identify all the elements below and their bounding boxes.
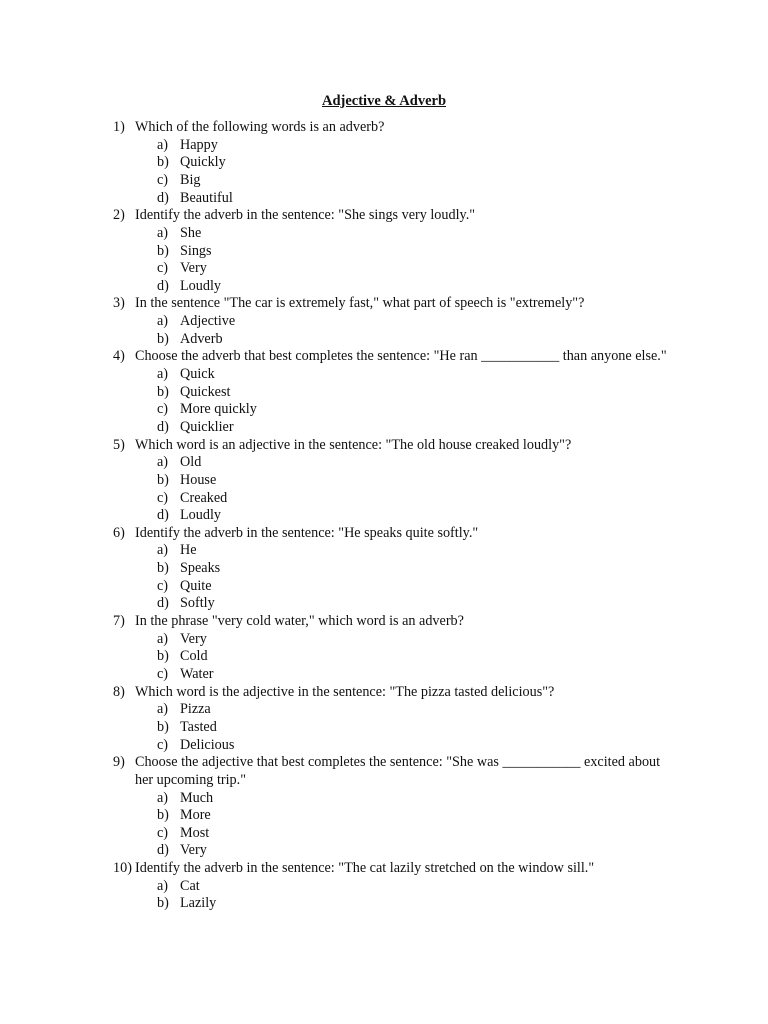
option-item bbox=[0, 666, 768, 684]
option-text: Quickest bbox=[180, 383, 231, 400]
option-letter: b) bbox=[157, 895, 169, 912]
option-item bbox=[0, 454, 768, 472]
question-text: Which word is the adjective in the sentence: "The pizza tasted delicious"? bbox=[135, 683, 555, 700]
option-item bbox=[0, 190, 768, 208]
question-number: 1) bbox=[113, 119, 125, 135]
question-number: 9) bbox=[113, 754, 125, 771]
question-text: In the phrase "very cold water," which word is an adverb? bbox=[135, 613, 464, 630]
question-line bbox=[0, 437, 768, 455]
question-2 bbox=[0, 207, 768, 295]
option-text: Very bbox=[180, 630, 207, 647]
option-item bbox=[0, 895, 768, 913]
option-item bbox=[0, 878, 768, 896]
option-text: Most bbox=[180, 824, 210, 841]
option-item bbox=[0, 560, 768, 578]
option-item bbox=[0, 542, 768, 560]
option-item bbox=[0, 790, 768, 808]
option-item bbox=[0, 825, 768, 843]
option-text: Much bbox=[180, 789, 214, 806]
question-line bbox=[0, 295, 768, 313]
option-text: More bbox=[180, 807, 211, 824]
option-letter: a) bbox=[157, 789, 169, 806]
question-8 bbox=[0, 684, 768, 755]
option-item bbox=[0, 313, 768, 331]
option-letter: a) bbox=[157, 454, 169, 471]
option-item bbox=[0, 384, 768, 402]
option-item bbox=[0, 648, 768, 666]
option-letter: b) bbox=[157, 242, 169, 259]
option-letter: a) bbox=[157, 542, 169, 559]
option-item bbox=[0, 172, 768, 190]
option-item bbox=[0, 631, 768, 649]
question-line bbox=[0, 207, 768, 225]
option-letter: a) bbox=[157, 877, 169, 894]
option-item bbox=[0, 278, 768, 296]
option-item bbox=[0, 401, 768, 419]
option-letter: a) bbox=[157, 630, 169, 647]
option-letter: a) bbox=[157, 313, 169, 330]
option-letter: d) bbox=[157, 189, 169, 206]
question-text: Identify the adverb in the sentence: "He speaks quite softly." bbox=[135, 524, 479, 541]
question-line bbox=[0, 525, 768, 543]
option-letter: b) bbox=[157, 154, 169, 171]
option-letter: d) bbox=[157, 418, 169, 435]
option-text: Happy bbox=[180, 136, 218, 153]
question-number: 3) bbox=[113, 295, 125, 312]
question-number: 10) bbox=[113, 860, 132, 877]
option-text: Sings bbox=[180, 242, 212, 259]
option-text: Old bbox=[180, 454, 202, 471]
question-10 bbox=[0, 860, 768, 913]
option-text: Adverb bbox=[180, 330, 223, 347]
question-line bbox=[0, 119, 768, 137]
option-letter: c) bbox=[157, 171, 169, 188]
option-letter: c) bbox=[157, 577, 169, 594]
option-letter: c) bbox=[157, 824, 169, 841]
question-line bbox=[0, 613, 768, 631]
option-item bbox=[0, 331, 768, 349]
question-number: 8) bbox=[113, 683, 125, 700]
question-3 bbox=[0, 295, 768, 348]
option-text: Very bbox=[180, 842, 207, 859]
option-text: Quickly bbox=[180, 154, 226, 171]
option-letter: d) bbox=[157, 842, 169, 859]
option-letter: a) bbox=[157, 366, 169, 383]
page-title: Adjective & Adverb bbox=[321, 93, 447, 109]
option-item bbox=[0, 490, 768, 508]
option-text: More quickly bbox=[180, 401, 257, 418]
question-number: 5) bbox=[113, 436, 125, 453]
question-text: In the sentence "The car is extremely fast," what part of speech is "extremely"? bbox=[135, 295, 585, 312]
question-9 bbox=[0, 754, 768, 860]
question-text: Which word is an adjective in the sentence: "The old house creaked loudly"? bbox=[135, 436, 572, 453]
question-text: Choose the adverb that best completes the sentence: "He ran ___________ than anyone else." bbox=[135, 348, 667, 365]
option-text: He bbox=[180, 542, 197, 559]
option-item bbox=[0, 419, 768, 437]
question-text: Choose the adjective that best completes the sentence: "She was ___________ excited about her upcoming trip." bbox=[135, 754, 661, 788]
option-letter: b) bbox=[157, 471, 169, 488]
option-item bbox=[0, 807, 768, 825]
question-line bbox=[0, 860, 768, 878]
question-text: Which of the following words is an adverb? bbox=[135, 119, 385, 135]
question-line bbox=[0, 348, 768, 366]
question-text: Identify the adverb in the sentence: "She sings very loudly." bbox=[135, 207, 476, 224]
option-letter: a) bbox=[157, 136, 169, 153]
option-letter: c) bbox=[157, 489, 169, 506]
option-item bbox=[0, 137, 768, 155]
option-item bbox=[0, 472, 768, 490]
question-list bbox=[0, 119, 768, 913]
option-letter: a) bbox=[157, 224, 169, 241]
question-text: Identify the adverb in the sentence: "The cat lazily stretched on the window sill." bbox=[135, 860, 595, 877]
question-4 bbox=[0, 348, 768, 436]
option-text: Quick bbox=[180, 366, 215, 383]
option-item bbox=[0, 842, 768, 860]
option-item bbox=[0, 225, 768, 243]
option-text: Beautiful bbox=[180, 189, 233, 206]
option-letter: d) bbox=[157, 595, 169, 612]
question-1 bbox=[0, 119, 768, 207]
option-text: Tasted bbox=[180, 718, 217, 735]
option-letter: d) bbox=[157, 277, 169, 294]
option-item bbox=[0, 243, 768, 261]
option-text: Softly bbox=[180, 595, 215, 612]
option-text: Water bbox=[180, 665, 214, 682]
option-letter: b) bbox=[157, 718, 169, 735]
option-text: Big bbox=[180, 171, 201, 188]
option-text: Quicklier bbox=[180, 418, 234, 435]
option-letter: c) bbox=[157, 260, 169, 277]
option-text: Pizza bbox=[180, 701, 211, 718]
option-text: Loudly bbox=[180, 277, 221, 294]
option-letter: a) bbox=[157, 701, 169, 718]
question-number: 7) bbox=[113, 613, 125, 630]
option-letter: b) bbox=[157, 560, 169, 577]
option-item bbox=[0, 595, 768, 613]
option-text: Very bbox=[180, 260, 207, 277]
option-text: Quite bbox=[180, 577, 212, 594]
option-letter: b) bbox=[157, 807, 169, 824]
option-text: Speaks bbox=[180, 560, 221, 577]
option-text: House bbox=[180, 471, 217, 488]
option-item bbox=[0, 507, 768, 525]
option-letter: c) bbox=[157, 736, 169, 753]
option-item bbox=[0, 154, 768, 172]
option-letter: b) bbox=[157, 648, 169, 665]
option-text: Cold bbox=[180, 648, 208, 665]
option-letter: c) bbox=[157, 401, 169, 418]
question-number: 4) bbox=[113, 348, 125, 365]
option-item bbox=[0, 701, 768, 719]
option-text: She bbox=[180, 224, 202, 241]
option-text: Cat bbox=[180, 877, 200, 894]
option-letter: b) bbox=[157, 330, 169, 347]
option-text: Creaked bbox=[180, 489, 228, 506]
option-letter: b) bbox=[157, 383, 169, 400]
option-letter: c) bbox=[157, 665, 169, 682]
option-letter: d) bbox=[157, 507, 169, 524]
option-item bbox=[0, 260, 768, 278]
question-7 bbox=[0, 613, 768, 684]
option-item bbox=[0, 719, 768, 737]
question-line bbox=[0, 754, 768, 789]
option-text: Adjective bbox=[180, 313, 236, 330]
option-text: Lazily bbox=[180, 895, 217, 912]
question-5 bbox=[0, 437, 768, 525]
question-number: 6) bbox=[113, 524, 125, 541]
option-text: Loudly bbox=[180, 507, 221, 524]
question-line bbox=[0, 684, 768, 702]
option-item bbox=[0, 578, 768, 596]
question-6 bbox=[0, 525, 768, 613]
option-text: Delicious bbox=[180, 736, 235, 753]
option-item bbox=[0, 366, 768, 384]
option-item bbox=[0, 737, 768, 755]
question-number: 2) bbox=[113, 207, 125, 224]
